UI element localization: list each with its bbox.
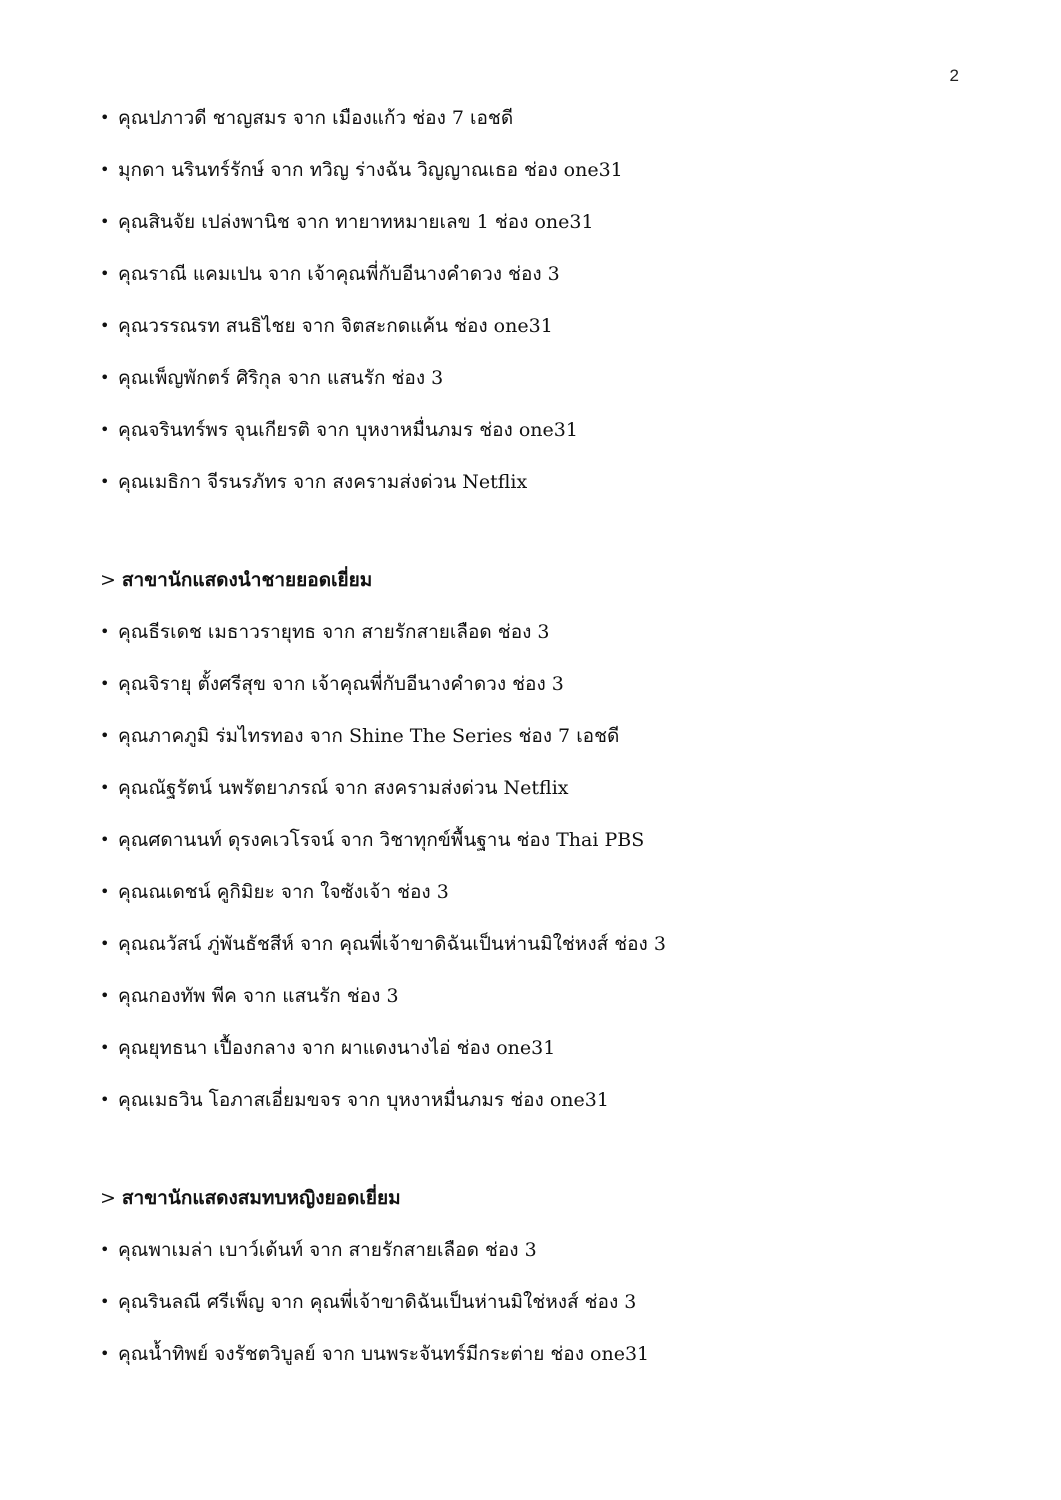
list-item: • มุกดา นรินทร์รักษ์ จาก ทวิญ ร่างฉัน วิญญาณเธอ ช่อง one31 [100, 155, 960, 207]
bullet-icon: • [100, 1038, 110, 1057]
bullet-icon: • [100, 622, 110, 641]
bullet-icon: • [100, 212, 110, 231]
list-item: • คุณวรรณรท สนธิไชย จาก จิตสะกดแค้น ช่อง one31 [100, 311, 960, 363]
list-item: • คุณจิรายุ ตั้งศรีสุข จาก เจ้าคุณพี่กับอีนางคำดวง ช่อง 3 [100, 669, 960, 721]
bullet-icon: • [100, 1292, 110, 1311]
section-heading-best-supporting-actress [100, 1183, 960, 1235]
list-item: • คุณปภาวดี ชาญสมร จาก เมืองแก้ว ช่อง 7 เอชดี [100, 103, 960, 155]
list-item: • คุณศดานนท์ ดุรงคเวโรจน์ จาก วิชาทุกข์พื้นฐาน ช่อง Thai PBS [100, 825, 960, 877]
section-heading-best-actor [100, 565, 960, 617]
bullet-icon: • [100, 472, 110, 491]
list-item: • คุณณวัสน์ ภู่พันธัชสีห์ จาก คุณพี่เจ้าขาดิฉันเป็นห่านมิใช่หงส์ ช่อง 3 [100, 929, 960, 981]
section-title: สาขานักแสดงนำชายยอดเยี่ยม [121, 569, 373, 591]
list-item: • คุณกองทัพ พีค จาก แสนรัก ช่อง 3 [100, 981, 960, 1033]
list-item: • คุณจรินทร์พร จุนเกียรติ จาก บุหงาหมื่นภมร ช่อง one31 [100, 415, 960, 467]
bullet-icon: • [100, 316, 110, 335]
page-number: 2 [949, 66, 959, 85]
list-item: • คุณราณี แคมเปน จาก เจ้าคุณพี่กับอีนางคำดวง ช่อง 3 [100, 259, 960, 311]
list-item: • คุณรินลณี ศรีเพ็ญ จาก คุณพี่เจ้าขาดิฉันเป็นห่านมิใช่หงส์ ช่อง 3 [100, 1287, 960, 1339]
list-item: • คุณพาเมล่า เบาว์เด้นท์ จาก สายรักสายเลือด ช่อง 3 [100, 1235, 960, 1287]
bullet-icon: • [100, 108, 110, 127]
list-item: • คุณณเดชน์ คูกิมิยะ จาก ใจซังเจ้า ช่อง 3 [100, 877, 960, 929]
list-item: • คุณยุทธนา เปื้องกลาง จาก ผาแดงนางไอ่ ช่อง one31 [100, 1033, 960, 1085]
list-item: • คุณเมธิกา จีรนรภัทร จาก สงครามส่งด่วน Netflix [100, 467, 960, 519]
bullet-icon: • [100, 160, 110, 179]
section-spacer [100, 519, 960, 565]
bullet-icon: • [100, 264, 110, 283]
list-item: • คุณเพ็ญพักตร์ ศิริกุล จาก แสนรัก ช่อง 3 [100, 363, 960, 415]
bullet-icon: • [100, 1344, 110, 1363]
list-item: • คุณสินจัย เปล่งพานิช จาก ทายาทหมายเลข 1 ช่อง one31 [100, 207, 960, 259]
list-item: • คุณน้ำทิพย์ จงรัชตวิบูลย์ จาก บนพระจันทร์มีกระต่าย ช่อง one31 [100, 1339, 960, 1391]
bullet-icon: • [100, 1240, 110, 1259]
bullet-icon: • [100, 1090, 110, 1109]
bullet-icon: • [100, 674, 110, 693]
section-title: สาขานักแสดงสมทบหญิงยอดเยี่ยม [121, 1187, 401, 1209]
best-supporting-actress-list [100, 1235, 960, 1391]
section-marker: > [100, 569, 116, 591]
bullet-icon: • [100, 882, 110, 901]
bullet-icon: • [100, 778, 110, 797]
bullet-icon: • [100, 368, 110, 387]
list-item: • คุณธีรเดช เมธาวรายุทธ จาก สายรักสายเลือด ช่อง 3 [100, 617, 960, 669]
section-marker: > [100, 1187, 116, 1209]
intro-list [100, 103, 960, 519]
bullet-icon: • [100, 726, 110, 745]
list-item: • คุณเมธวิน โอภาสเอี่ยมขจร จาก บุหงาหมื่นภมร ช่อง one31 [100, 1085, 960, 1137]
bullet-icon: • [100, 420, 110, 439]
best-actor-list [100, 617, 960, 1137]
list-item: • คุณณัฐรัตน์ นพรัตยาภรณ์ จาก สงครามส่งด่วน Netflix [100, 773, 960, 825]
document-content [100, 103, 960, 1391]
bullet-icon: • [100, 934, 110, 953]
list-item: • คุณภาคภูมิ ร่มไทรทอง จาก Shine The Series ช่อง 7 เอชดี [100, 721, 960, 773]
section-spacer [100, 1137, 960, 1183]
bullet-icon: • [100, 830, 110, 849]
bullet-icon: • [100, 986, 110, 1005]
